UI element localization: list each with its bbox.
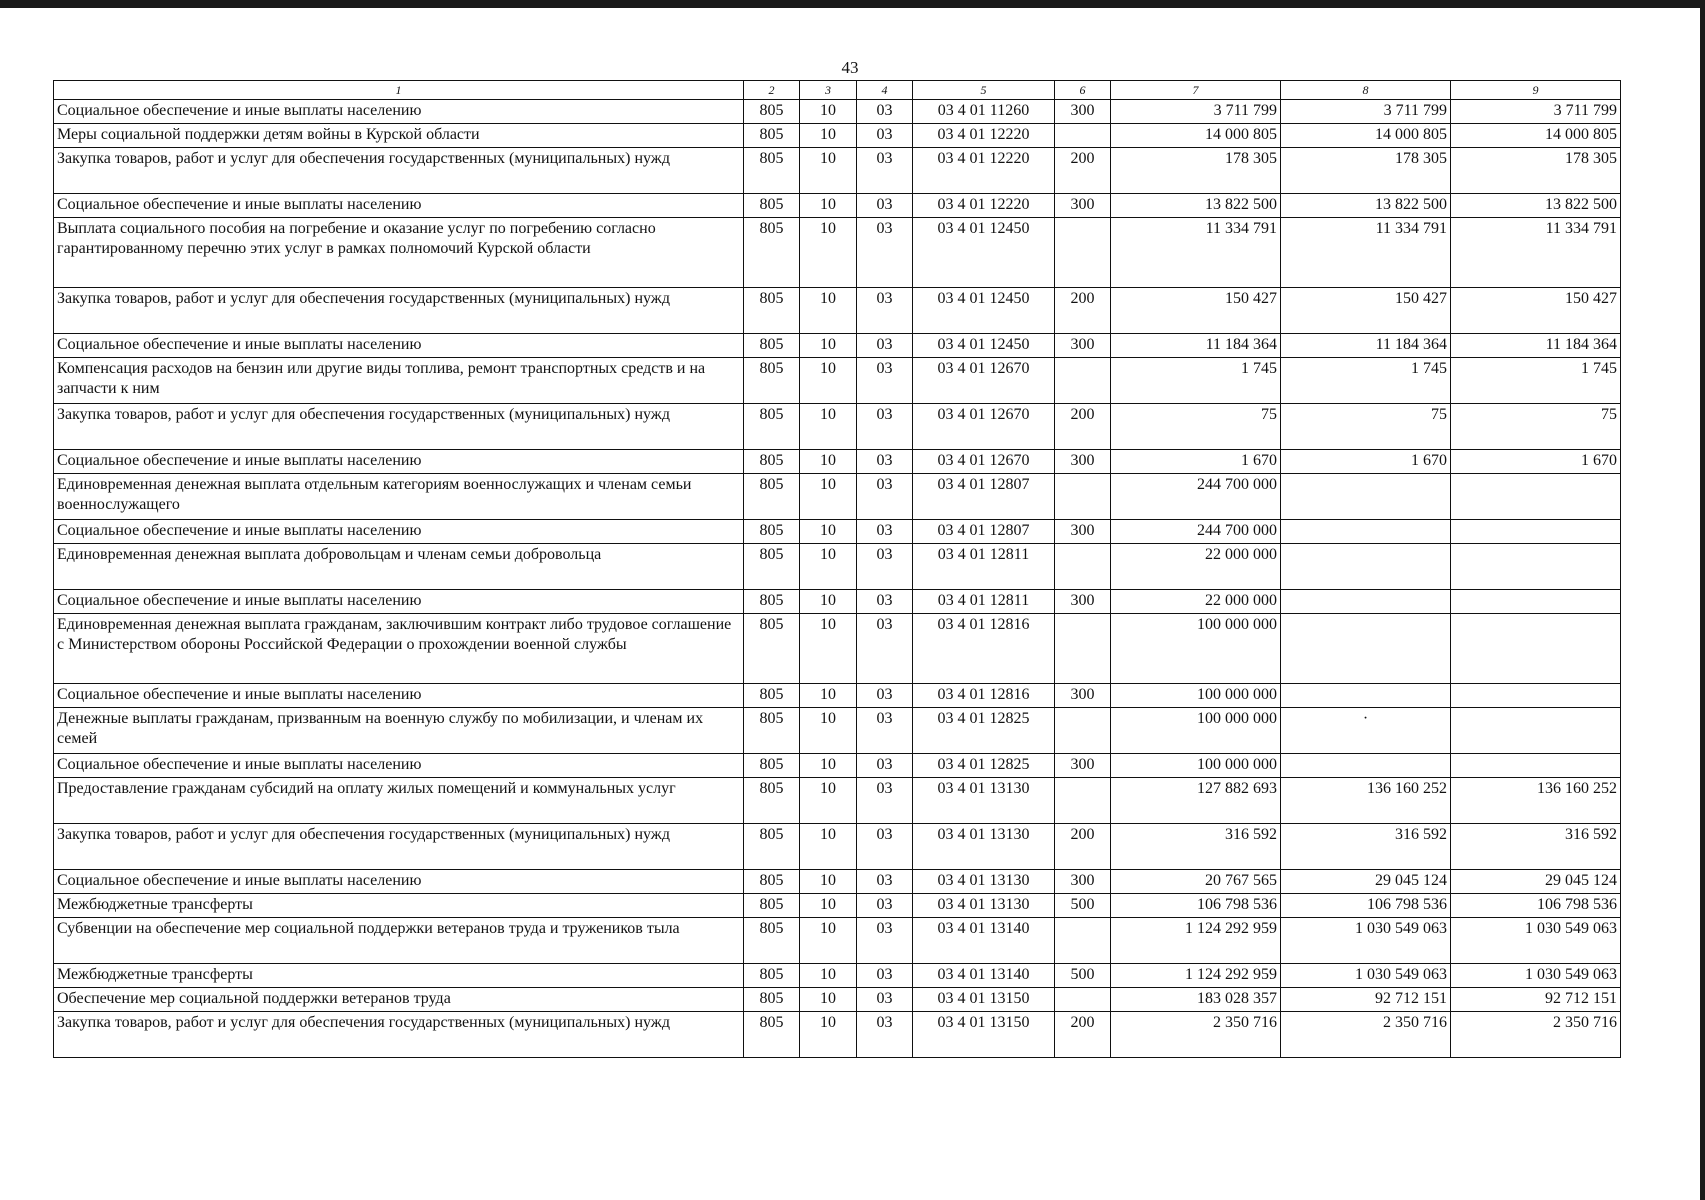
row-subsection-code: 03 xyxy=(857,450,913,474)
row-ministry-code: 805 xyxy=(744,614,800,684)
row-subsection-code: 03 xyxy=(857,870,913,894)
row-amount-col9 xyxy=(1451,474,1621,520)
row-amount-col8: 1 030 549 063 xyxy=(1281,918,1451,964)
row-target-article: 03 4 01 13150 xyxy=(913,1012,1055,1058)
row-amount-col7: 100 000 000 xyxy=(1111,614,1281,684)
table-row xyxy=(54,754,1621,778)
row-expense-type: 300 xyxy=(1055,870,1111,894)
column-header: 7 xyxy=(1111,81,1281,100)
table-row xyxy=(54,100,1621,124)
row-amount-col8: 14 000 805 xyxy=(1281,124,1451,148)
row-target-article: 03 4 01 13130 xyxy=(913,870,1055,894)
row-section-code: 10 xyxy=(800,870,857,894)
column-header: 6 xyxy=(1055,81,1111,100)
row-amount-col9: 136 160 252 xyxy=(1451,778,1621,824)
row-section-code: 10 xyxy=(800,778,857,824)
row-section-code: 10 xyxy=(800,964,857,988)
row-amount-col8: 92 712 151 xyxy=(1281,988,1451,1012)
row-amount-col8 xyxy=(1281,520,1451,544)
table-row xyxy=(54,358,1621,404)
row-subsection-code: 03 xyxy=(857,334,913,358)
row-target-article: 03 4 01 12825 xyxy=(913,708,1055,754)
row-amount-col9: 316 592 xyxy=(1451,824,1621,870)
row-section-code: 10 xyxy=(800,520,857,544)
row-subsection-code: 03 xyxy=(857,218,913,288)
row-subsection-code: 03 xyxy=(857,918,913,964)
row-section-code: 10 xyxy=(800,358,857,404)
row-amount-col7: 3 711 799 xyxy=(1111,100,1281,124)
row-amount-col7: 1 124 292 959 xyxy=(1111,918,1281,964)
row-ministry-code: 805 xyxy=(744,520,800,544)
row-ministry-code: 805 xyxy=(744,778,800,824)
row-expense-type xyxy=(1055,988,1111,1012)
row-subsection-code: 03 xyxy=(857,404,913,450)
row-name: Обеспечение мер социальной поддержки ветеранов труда xyxy=(54,988,744,1012)
row-amount-col7: 11 334 791 xyxy=(1111,218,1281,288)
row-expense-type: 200 xyxy=(1055,404,1111,450)
row-amount-col9 xyxy=(1451,520,1621,544)
row-ministry-code: 805 xyxy=(744,148,800,194)
row-name: Закупка товаров, работ и услуг для обеспечения государственных (муниципальных) нужд xyxy=(54,288,744,334)
row-target-article: 03 4 01 12220 xyxy=(913,148,1055,194)
row-amount-col8: 29 045 124 xyxy=(1281,870,1451,894)
row-amount-col7: 14 000 805 xyxy=(1111,124,1281,148)
row-amount-col7: 22 000 000 xyxy=(1111,590,1281,614)
row-section-code: 10 xyxy=(800,894,857,918)
row-target-article: 03 4 01 12450 xyxy=(913,334,1055,358)
row-target-article: 03 4 01 12220 xyxy=(913,124,1055,148)
table-row xyxy=(54,590,1621,614)
row-subsection-code: 03 xyxy=(857,988,913,1012)
table-row xyxy=(54,148,1621,194)
row-expense-type: 300 xyxy=(1055,450,1111,474)
table-row xyxy=(54,708,1621,754)
table-row xyxy=(54,288,1621,334)
row-ministry-code: 805 xyxy=(744,100,800,124)
row-name: Социальное обеспечение и иные выплаты населению xyxy=(54,870,744,894)
row-target-article: 03 4 01 12670 xyxy=(913,358,1055,404)
row-amount-col9: 14 000 805 xyxy=(1451,124,1621,148)
page-number: 43 xyxy=(841,58,859,77)
row-amount-col9: 2 350 716 xyxy=(1451,1012,1621,1058)
row-section-code: 10 xyxy=(800,124,857,148)
table-row xyxy=(54,894,1621,918)
row-amount-col8: 75 xyxy=(1281,404,1451,450)
table-row xyxy=(54,778,1621,824)
table-row xyxy=(54,218,1621,288)
row-amount-col7: 100 000 000 xyxy=(1111,708,1281,754)
row-amount-col8 xyxy=(1281,590,1451,614)
row-subsection-code: 03 xyxy=(857,708,913,754)
table-row xyxy=(54,544,1621,590)
row-subsection-code: 03 xyxy=(857,124,913,148)
row-amount-col8: 178 305 xyxy=(1281,148,1451,194)
row-amount-col9 xyxy=(1451,590,1621,614)
row-expense-type xyxy=(1055,474,1111,520)
row-expense-type: 500 xyxy=(1055,964,1111,988)
row-name: Закупка товаров, работ и услуг для обеспечения государственных (муниципальных) нужд xyxy=(54,824,744,870)
row-amount-col9: 1 030 549 063 xyxy=(1451,964,1621,988)
row-expense-type: 300 xyxy=(1055,520,1111,544)
row-amount-col8: 13 822 500 xyxy=(1281,194,1451,218)
row-expense-type xyxy=(1055,358,1111,404)
row-amount-col8: 11 184 364 xyxy=(1281,334,1451,358)
row-ministry-code: 805 xyxy=(744,964,800,988)
row-section-code: 10 xyxy=(800,474,857,520)
row-amount-col9: 92 712 151 xyxy=(1451,988,1621,1012)
row-ministry-code: 805 xyxy=(744,708,800,754)
row-amount-col7: 13 822 500 xyxy=(1111,194,1281,218)
row-expense-type: 300 xyxy=(1055,754,1111,778)
row-amount-col9: 75 xyxy=(1451,404,1621,450)
row-subsection-code: 03 xyxy=(857,778,913,824)
row-amount-col8: 3 711 799 xyxy=(1281,100,1451,124)
scan-border-top xyxy=(0,0,1705,8)
row-amount-col9: 178 305 xyxy=(1451,148,1621,194)
row-ministry-code: 805 xyxy=(744,918,800,964)
row-section-code: 10 xyxy=(800,288,857,334)
table-row xyxy=(54,684,1621,708)
column-header: 5 xyxy=(913,81,1055,100)
row-amount-col7: 127 882 693 xyxy=(1111,778,1281,824)
row-section-code: 10 xyxy=(800,1012,857,1058)
row-target-article: 03 4 01 12811 xyxy=(913,544,1055,590)
row-amount-col7: 22 000 000 xyxy=(1111,544,1281,590)
row-subsection-code: 03 xyxy=(857,964,913,988)
row-target-article: 03 4 01 13130 xyxy=(913,824,1055,870)
row-amount-col8: 316 592 xyxy=(1281,824,1451,870)
row-amount-col9: 106 798 536 xyxy=(1451,894,1621,918)
table-body xyxy=(54,100,1621,1058)
row-section-code: 10 xyxy=(800,590,857,614)
row-amount-col8: 1 030 549 063 xyxy=(1281,964,1451,988)
row-amount-col9: 13 822 500 xyxy=(1451,194,1621,218)
row-name: Социальное обеспечение и иные выплаты населению xyxy=(54,754,744,778)
row-amount-col7: 178 305 xyxy=(1111,148,1281,194)
row-expense-type xyxy=(1055,708,1111,754)
row-ministry-code: 805 xyxy=(744,288,800,334)
row-target-article: 03 4 01 12670 xyxy=(913,450,1055,474)
row-name: Компенсация расходов на бензин или другие виды топлива, ремонт транспортных средств и на запчасти к ним xyxy=(54,358,744,404)
row-subsection-code: 03 xyxy=(857,614,913,684)
row-amount-col8: · xyxy=(1281,708,1451,754)
row-target-article: 03 4 01 12816 xyxy=(913,614,1055,684)
row-subsection-code: 03 xyxy=(857,100,913,124)
row-name: Социальное обеспечение и иные выплаты населению xyxy=(54,334,744,358)
table-row xyxy=(54,824,1621,870)
row-name: Социальное обеспечение и иные выплаты населению xyxy=(54,450,744,474)
column-header: 2 xyxy=(744,81,800,100)
row-expense-type: 500 xyxy=(1055,894,1111,918)
row-amount-col9: 11 334 791 xyxy=(1451,218,1621,288)
row-amount-col8: 1 670 xyxy=(1281,450,1451,474)
column-header: 4 xyxy=(857,81,913,100)
row-name: Закупка товаров, работ и услуг для обеспечения государственных (муниципальных) нужд xyxy=(54,148,744,194)
row-ministry-code: 805 xyxy=(744,358,800,404)
row-ministry-code: 805 xyxy=(744,544,800,590)
row-expense-type: 200 xyxy=(1055,824,1111,870)
row-amount-col7: 100 000 000 xyxy=(1111,754,1281,778)
table-row xyxy=(54,334,1621,358)
row-subsection-code: 03 xyxy=(857,194,913,218)
row-section-code: 10 xyxy=(800,544,857,590)
row-name: Социальное обеспечение и иные выплаты населению xyxy=(54,684,744,708)
row-amount-col7: 150 427 xyxy=(1111,288,1281,334)
scan-border-right xyxy=(1700,0,1705,1200)
row-amount-col7: 316 592 xyxy=(1111,824,1281,870)
row-amount-col7: 244 700 000 xyxy=(1111,474,1281,520)
row-subsection-code: 03 xyxy=(857,754,913,778)
row-amount-col7: 1 745 xyxy=(1111,358,1281,404)
row-target-article: 03 4 01 13140 xyxy=(913,964,1055,988)
table-row xyxy=(54,194,1621,218)
row-target-article: 03 4 01 11260 xyxy=(913,100,1055,124)
row-expense-type: 200 xyxy=(1055,288,1111,334)
row-ministry-code: 805 xyxy=(744,194,800,218)
row-subsection-code: 03 xyxy=(857,894,913,918)
row-ministry-code: 805 xyxy=(744,754,800,778)
row-target-article: 03 4 01 12807 xyxy=(913,520,1055,544)
row-name: Единовременная денежная выплата гражданам, заключившим контракт либо трудовое соглашение с Министерством обороны Российской Федерации о прохождении военной службы xyxy=(54,614,744,684)
row-amount-col7: 75 xyxy=(1111,404,1281,450)
row-amount-col9 xyxy=(1451,754,1621,778)
column-header: 3 xyxy=(800,81,857,100)
table-row xyxy=(54,124,1621,148)
row-ministry-code: 805 xyxy=(744,474,800,520)
row-subsection-code: 03 xyxy=(857,148,913,194)
row-expense-type: 200 xyxy=(1055,148,1111,194)
row-amount-col8 xyxy=(1281,544,1451,590)
row-amount-col8: 11 334 791 xyxy=(1281,218,1451,288)
row-amount-col7: 2 350 716 xyxy=(1111,1012,1281,1058)
row-ministry-code: 805 xyxy=(744,334,800,358)
row-expense-type: 300 xyxy=(1055,194,1111,218)
row-amount-col7: 11 184 364 xyxy=(1111,334,1281,358)
row-amount-col8: 1 745 xyxy=(1281,358,1451,404)
row-name: Социальное обеспечение и иные выплаты населению xyxy=(54,520,744,544)
row-subsection-code: 03 xyxy=(857,544,913,590)
row-ministry-code: 805 xyxy=(744,684,800,708)
budget-table xyxy=(53,80,1621,1058)
row-amount-col7: 1 124 292 959 xyxy=(1111,964,1281,988)
row-amount-col8 xyxy=(1281,474,1451,520)
table-row xyxy=(54,520,1621,544)
column-header: 9 xyxy=(1451,81,1621,100)
row-name: Субвенции на обеспечение мер социальной поддержки ветеранов труда и тружеников тыла xyxy=(54,918,744,964)
table-row xyxy=(54,918,1621,964)
row-section-code: 10 xyxy=(800,918,857,964)
row-subsection-code: 03 xyxy=(857,1012,913,1058)
row-name: Единовременная денежная выплата добровольцам и членам семьи добровольца xyxy=(54,544,744,590)
row-expense-type: 200 xyxy=(1055,1012,1111,1058)
table-row xyxy=(54,614,1621,684)
row-section-code: 10 xyxy=(800,450,857,474)
row-amount-col8 xyxy=(1281,684,1451,708)
row-target-article: 03 4 01 12807 xyxy=(913,474,1055,520)
row-amount-col8 xyxy=(1281,614,1451,684)
row-name: Межбюджетные трансферты xyxy=(54,964,744,988)
row-section-code: 10 xyxy=(800,334,857,358)
row-amount-col9: 29 045 124 xyxy=(1451,870,1621,894)
row-section-code: 10 xyxy=(800,614,857,684)
row-amount-col9: 150 427 xyxy=(1451,288,1621,334)
row-name: Денежные выплаты гражданам, призванным на военную службу по мобилизации, и членам их семей xyxy=(54,708,744,754)
row-section-code: 10 xyxy=(800,824,857,870)
table-row xyxy=(54,988,1621,1012)
row-target-article: 03 4 01 12450 xyxy=(913,218,1055,288)
row-section-code: 10 xyxy=(800,100,857,124)
row-amount-col9 xyxy=(1451,614,1621,684)
row-amount-col9: 1 670 xyxy=(1451,450,1621,474)
row-name: Выплата социального пособия на погребение и оказание услуг по погребению согласно гарантированному перечню этих услуг в рамках полномочий Курской области xyxy=(54,218,744,288)
row-amount-col8: 106 798 536 xyxy=(1281,894,1451,918)
row-amount-col7: 100 000 000 xyxy=(1111,684,1281,708)
row-expense-type xyxy=(1055,778,1111,824)
row-ministry-code: 805 xyxy=(744,124,800,148)
row-ministry-code: 805 xyxy=(744,870,800,894)
row-name: Предоставление гражданам субсидий на оплату жилых помещений и коммунальных услуг xyxy=(54,778,744,824)
row-amount-col9: 11 184 364 xyxy=(1451,334,1621,358)
row-subsection-code: 03 xyxy=(857,684,913,708)
row-subsection-code: 03 xyxy=(857,824,913,870)
row-target-article: 03 4 01 12811 xyxy=(913,590,1055,614)
row-amount-col9: 1 745 xyxy=(1451,358,1621,404)
row-name: Единовременная денежная выплата отдельным категориям военнослужащих и членам семьи военнослужащего xyxy=(54,474,744,520)
row-name: Закупка товаров, работ и услуг для обеспечения государственных (муниципальных) нужд xyxy=(54,1012,744,1058)
row-subsection-code: 03 xyxy=(857,288,913,334)
column-header: 8 xyxy=(1281,81,1451,100)
row-amount-col9 xyxy=(1451,708,1621,754)
table-row xyxy=(54,474,1621,520)
row-target-article: 03 4 01 12825 xyxy=(913,754,1055,778)
row-name: Меры социальной поддержки детям войны в Курской области xyxy=(54,124,744,148)
row-amount-col8: 150 427 xyxy=(1281,288,1451,334)
row-amount-col7: 20 767 565 xyxy=(1111,870,1281,894)
row-name: Закупка товаров, работ и услуг для обеспечения государственных (муниципальных) нужд xyxy=(54,404,744,450)
row-expense-type xyxy=(1055,124,1111,148)
row-amount-col7: 106 798 536 xyxy=(1111,894,1281,918)
row-section-code: 10 xyxy=(800,218,857,288)
row-target-article: 03 4 01 12670 xyxy=(913,404,1055,450)
row-ministry-code: 805 xyxy=(744,894,800,918)
row-subsection-code: 03 xyxy=(857,358,913,404)
row-ministry-code: 805 xyxy=(744,404,800,450)
row-name: Межбюджетные трансферты xyxy=(54,894,744,918)
row-expense-type xyxy=(1055,918,1111,964)
row-target-article: 03 4 01 12450 xyxy=(913,288,1055,334)
row-ministry-code: 805 xyxy=(744,988,800,1012)
row-name: Социальное обеспечение и иные выплаты населению xyxy=(54,590,744,614)
row-amount-col9: 1 030 549 063 xyxy=(1451,918,1621,964)
table-row xyxy=(54,450,1621,474)
row-name: Социальное обеспечение и иные выплаты населению xyxy=(54,100,744,124)
row-subsection-code: 03 xyxy=(857,520,913,544)
row-ministry-code: 805 xyxy=(744,1012,800,1058)
row-section-code: 10 xyxy=(800,148,857,194)
row-target-article: 03 4 01 12816 xyxy=(913,684,1055,708)
row-expense-type xyxy=(1055,614,1111,684)
table-row xyxy=(54,1012,1621,1058)
row-amount-col9 xyxy=(1451,684,1621,708)
row-ministry-code: 805 xyxy=(744,218,800,288)
row-section-code: 10 xyxy=(800,684,857,708)
table-row xyxy=(54,964,1621,988)
row-expense-type xyxy=(1055,218,1111,288)
row-name: Социальное обеспечение и иные выплаты населению xyxy=(54,194,744,218)
column-header: 1 xyxy=(54,81,744,100)
row-target-article: 03 4 01 13130 xyxy=(913,894,1055,918)
row-target-article: 03 4 01 13150 xyxy=(913,988,1055,1012)
row-amount-col7: 1 670 xyxy=(1111,450,1281,474)
row-section-code: 10 xyxy=(800,988,857,1012)
row-ministry-code: 805 xyxy=(744,590,800,614)
row-expense-type xyxy=(1055,544,1111,590)
row-expense-type: 300 xyxy=(1055,590,1111,614)
row-ministry-code: 805 xyxy=(744,824,800,870)
row-amount-col9: 3 711 799 xyxy=(1451,100,1621,124)
row-subsection-code: 03 xyxy=(857,590,913,614)
row-amount-col8 xyxy=(1281,754,1451,778)
row-target-article: 03 4 01 13140 xyxy=(913,918,1055,964)
row-amount-col8: 136 160 252 xyxy=(1281,778,1451,824)
row-target-article: 03 4 01 12220 xyxy=(913,194,1055,218)
row-target-article: 03 4 01 13130 xyxy=(913,778,1055,824)
row-amount-col7: 244 700 000 xyxy=(1111,520,1281,544)
row-amount-col9 xyxy=(1451,544,1621,590)
row-expense-type: 300 xyxy=(1055,684,1111,708)
table-row xyxy=(54,404,1621,450)
row-ministry-code: 805 xyxy=(744,450,800,474)
row-amount-col7: 183 028 357 xyxy=(1111,988,1281,1012)
row-subsection-code: 03 xyxy=(857,474,913,520)
row-amount-col8: 2 350 716 xyxy=(1281,1012,1451,1058)
row-expense-type: 300 xyxy=(1055,334,1111,358)
row-section-code: 10 xyxy=(800,754,857,778)
row-section-code: 10 xyxy=(800,194,857,218)
row-expense-type: 300 xyxy=(1055,100,1111,124)
table-row xyxy=(54,870,1621,894)
row-section-code: 10 xyxy=(800,404,857,450)
column-number-row xyxy=(54,81,1621,100)
row-section-code: 10 xyxy=(800,708,857,754)
